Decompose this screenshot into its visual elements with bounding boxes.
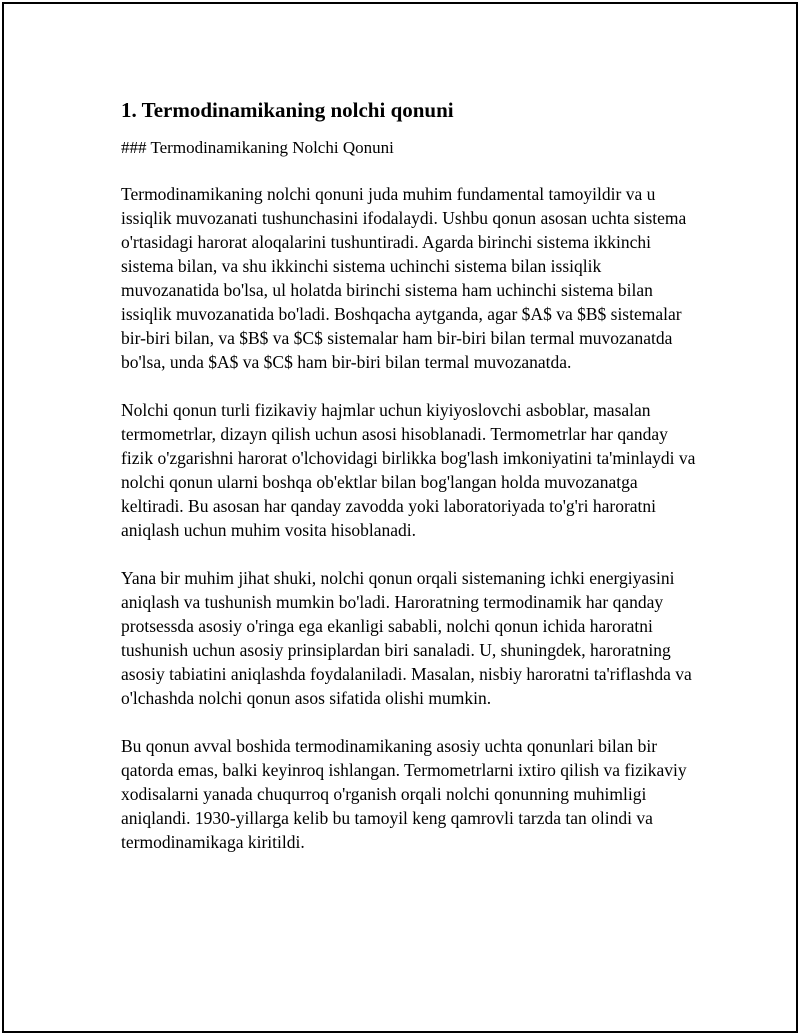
paragraph-1: Termodinamikaning nolchi qonuni juda muhim fundamental tamoyildir va u issiqlik muvozanati tushunchasini ifodalaydi. Ushbu qonun asosan uchta sistema o'rtasidagi harorat aloqalarini tushuntiradi. Agarda birinchi sistema ikkinchi sistema bilan, va shu ikkinchi sistema uchinchi sistema bilan issiqlik muvozanatida bo'lsa, ul holatda birinchi sistema ham uchinchi sistema bilan issiqlik muvozanatida bo'ladi. Boshqacha aytganda, agar $A$ va $B$ sistemalar bir-biri bilan, va $B$ va $C$ sistemalar ham bir-biri bilan termal muvozanatda bo'lsa, unda $A$ va $C$ ham bir-biri bilan termal muvozanatda. [121, 184, 687, 372]
document-content [121, 96, 696, 878]
document-page [2, 2, 798, 1033]
paragraph-4: Bu qonun avval boshida termodinamikaning asosiy uchta qonunlari bilan bir qatorda emas, balki keyinroq ishlangan. Termometrlarni ixtiro qilish va fizikaviy xodisalarni yanada chuqurroq o'rganish orqali nolchi qonunning muhimligi aniqlandi. 1930-yillarga kelib bu tamoyil keng qamrovli tarzda tan olindi va termodinamikaga kiritildi. [121, 736, 687, 852]
markdown-subheading: ### Termodinamikaning Nolchi Qonuni [121, 138, 394, 157]
paragraph-2: Nolchi qonun turli fizikaviy hajmlar uchun kiyiyoslovchi asboblar, masalan termometrlar, dizayn qilish uchun asosi hisoblanadi. Termometrlar har qanday fizik o'zgarishni harorat o'lchovidagi birlikka bog'lash imkoniyatini ta'minlaydi va nolchi qonun ularni boshqa ob'ektlar bilan bog'langan holda muvozanatga keltiradi. Bu asosan har qanday zavodda yoki laboratoriyada to'g'ri haroratni aniqlash uchun muhim vosita hisoblanadi. [121, 400, 696, 540]
paragraph-3: Yana bir muhim jihat shuki, nolchi qonun orqali sistemaning ichki energiyasini aniqlash va tushunish mumkin bo'ladi. Haroratning termodinamik har qanday protsessda asosiy o'ringa ega ekanligi sababli, nolchi qonun ichida haroratni tushunish uchun asosiy prinsiplardan biri sanaladi. U, shuningdek, haroratning asosiy tabiatini aniqlashda foydalaniladi. Masalan, nisbiy haroratni ta'riflashda va o'lchashda nolchi qonun asos sifatida olishi mumkin. [121, 568, 692, 708]
section-heading: 1. Termodinamikaning nolchi qonuni [121, 98, 454, 122]
